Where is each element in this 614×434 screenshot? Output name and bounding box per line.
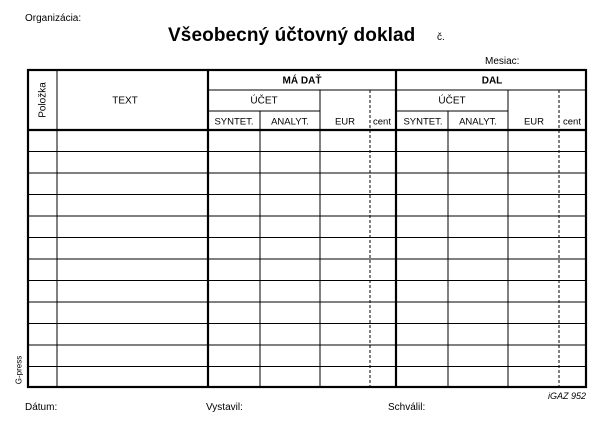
credit-cents-header: cent	[563, 116, 581, 128]
credit-synthetic-header: SYNTET.	[403, 116, 443, 128]
vendor-mark: G-press	[14, 355, 24, 385]
issued-by-label: Vystavil:	[206, 402, 243, 413]
document-title: Všeobecný účtovný doklad	[168, 25, 416, 46]
debit-account-header: ÚČET	[250, 95, 278, 107]
debit-amount-header: EUR	[334, 116, 356, 128]
column-header-text: TEXT	[112, 95, 138, 107]
date-label: Dátum:	[25, 402, 58, 413]
credit-analytic-header: ANALYT.	[459, 116, 497, 128]
table-row[interactable]	[27, 216, 587, 238]
credit-account-header: ÚČET	[438, 95, 466, 107]
column-header-item: Položka	[37, 82, 49, 118]
table-row[interactable]	[27, 324, 587, 346]
table-row[interactable]	[27, 195, 587, 217]
table-row[interactable]	[27, 130, 587, 152]
credit-header: DAL	[481, 75, 503, 87]
table-row[interactable]	[27, 345, 587, 367]
table-row[interactable]	[27, 152, 587, 174]
table-row[interactable]	[27, 173, 587, 195]
debit-header: MÁ DAŤ	[282, 75, 322, 87]
voucher-table	[27, 69, 587, 388]
approved-by-label: Schválil:	[388, 402, 426, 413]
document-number-label: č.	[437, 32, 445, 43]
table-row[interactable]	[27, 281, 587, 303]
table-row[interactable]	[27, 238, 587, 260]
organization-label: Organizácia:	[25, 13, 82, 24]
table-row[interactable]	[27, 259, 587, 281]
table-row[interactable]	[27, 302, 587, 324]
table-row[interactable]	[27, 367, 587, 389]
month-label: Mesiac:	[485, 56, 520, 67]
form-code: iGAZ 952	[548, 391, 587, 401]
debit-synthetic-header: SYNTET.	[214, 116, 254, 128]
credit-amount-header: EUR	[523, 116, 545, 128]
debit-cents-header: cent	[373, 116, 391, 128]
debit-analytic-header: ANALYT.	[271, 116, 309, 128]
